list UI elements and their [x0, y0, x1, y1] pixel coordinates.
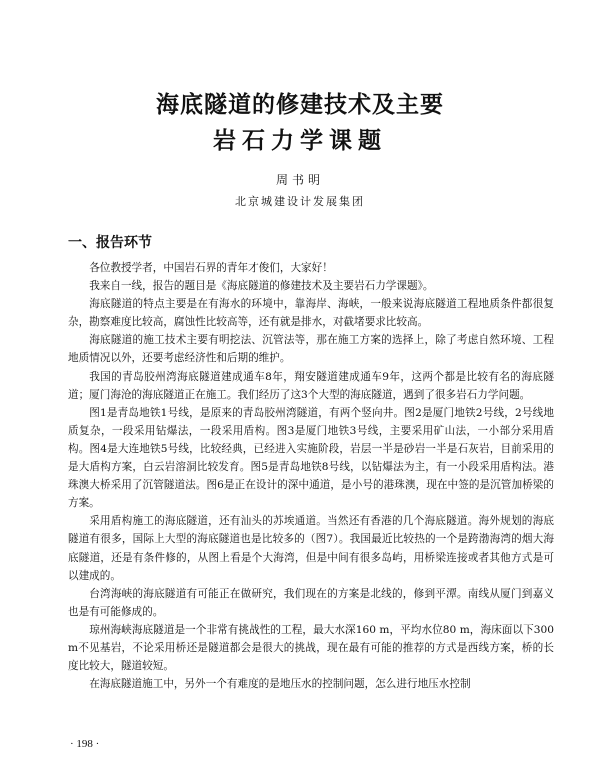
author-name: 周书明 [275, 173, 324, 187]
paragraph: 图1是青岛地铁1号线，是原来的青岛胶州湾隧道，有两个竖向井。图2是厦门地铁2号线，2号线地质复杂，一段采用钻爆法，一段采用盾构。图3是厦门地铁3号线，主要采用矿山法，一小部分采用盾构。图4是大连地铁5号线，比较经典，已经进入实施阶段，岩层一半是砂岩一半是石灰岩，目前采用的是大盾构方案，白云岩溶洞比较发育。图5是青岛地铁8号线，以钻爆法为主，有一小段采用盾构法。港珠澳大桥采用了沉管隧道法。图6是正在设计的深中通道，是小号的港珠澳，现在中签的是沉管加桥梁的方案。 [68, 406, 554, 510]
paragraph: 海底隧道的施工技术主要有明挖法、沉管法等，那在施工方案的选择上，除了考虑自然环境、工程地质情况以外，还要考虑经济性和后期的维护。 [68, 334, 554, 365]
paragraph: 琼州海峡海底隧道是一个非常有挑战性的工程，最大水深160 m，平均水位80 m，海床面以下300 m不见基岩，不论采用桥还是隧道都会是很大的挑战，现在最有可能的推荐的方式是西线方案，桥的长度比较大，隧道较短。 [68, 623, 554, 673]
paragraph: 我国的青岛胶州湾海底隧道建成通车8年，翔安隧道建成通车9年，这两个都是比较有名的海底隧道；厦门海沧的海底隧道正在施工。我们经历了这3个大型的海底隧道，遇到了很多岩石力学问题。 [68, 370, 554, 401]
paragraph: 海底隧道的特点主要是在有海水的环境中，靠海岸、海峡，一般来说海底隧道工程地质条件都很复杂，勘察难度比较高，腐蚀性比较高等，还有就是排水，对截堵要求比较高。 [68, 298, 554, 329]
paragraph: 采用盾构施工的海底隧道，还有汕头的苏埃通道。当然还有香港的几个海底隧道。海外规划的海底隧道有很多，国际上大型的海底隧道也是比较多的（图7）。我国最近比较热的一个是跨渤海湾的烟大海底隧道，还是有条件修的，从图上看是个大海湾，但是中间有很多岛屿，用桥梁连接或者其他方式是可以建成的。 [68, 515, 554, 582]
body-text [68, 259, 554, 693]
article-title-line2: 岩石力学课题 [213, 127, 387, 154]
paragraph: 各位教授学者，中国岩石界的青年才俊们，大家好！ [89, 262, 333, 274]
paragraph: 我来自一线，报告的题目是《海底隧道的修建技术及主要岩石力学课题》。 [89, 280, 434, 293]
author-affiliation: 北京城建设计发展集团 [235, 195, 365, 208]
article-title-line1: 海底隧道的修建技术及主要 [156, 91, 444, 118]
paragraph: 台湾海峡的海底隧道有可能正在做研究，我们现在的方案是北线的，修到平潭。南线从厦门到嘉义也是有可能修成的。 [68, 587, 554, 618]
paragraph: 在海底隧道施工中，另外一个有难度的是地压水的控制问题，怎么进行地压水控制 [89, 678, 471, 691]
section-heading: 一、报告环节 [68, 235, 152, 251]
page-number: · 198 · [70, 738, 100, 750]
